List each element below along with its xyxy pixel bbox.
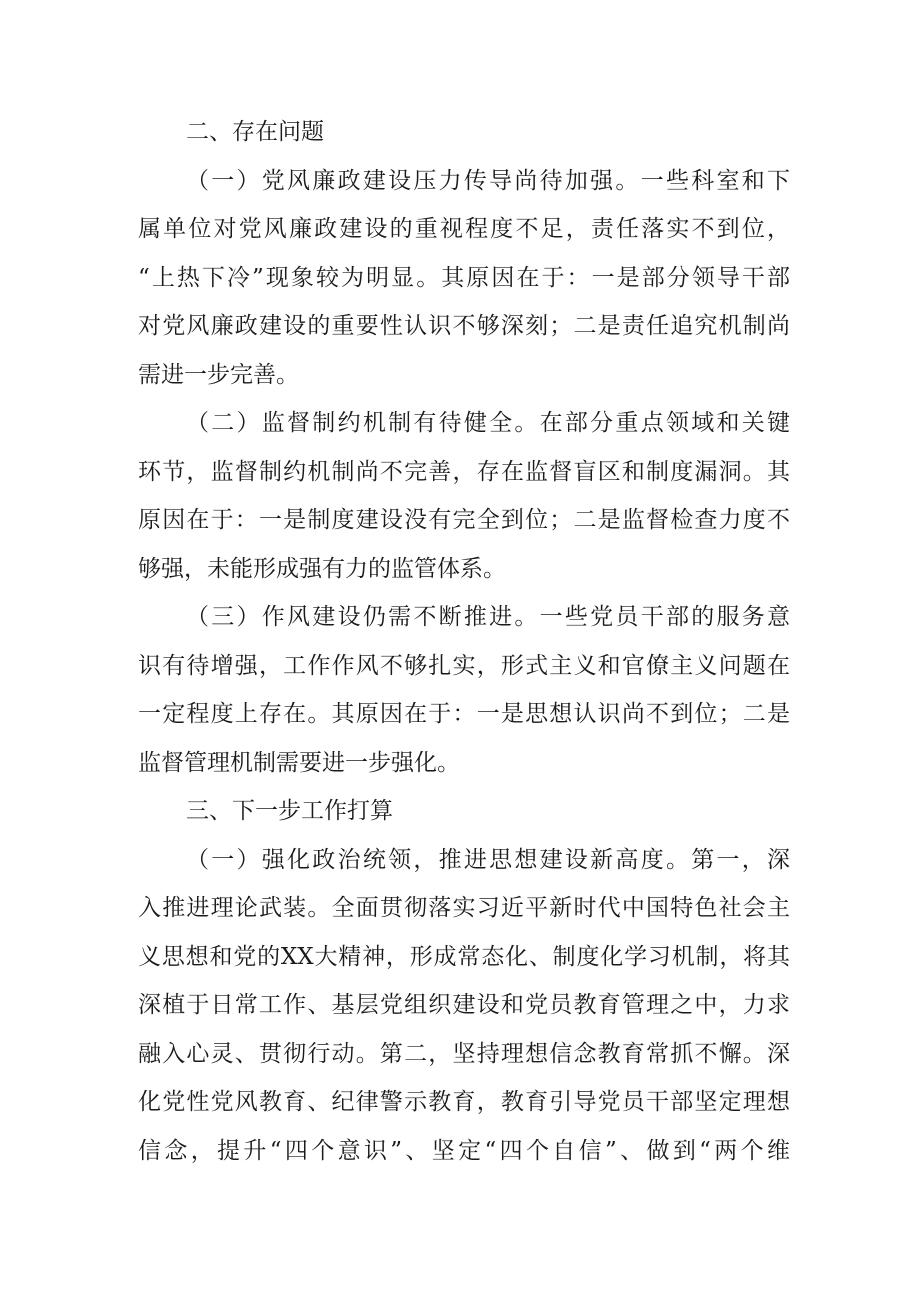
text-line: 融入心灵、贯彻行动。第二，坚持理想信念教育常抓不懈。深 — [138, 1040, 790, 1067]
text-line: 深植于日常工作、基层党组织建设和党员教育管理之中，力求 — [138, 992, 790, 1018]
text-line: 一定程度上存在。其原因在于：一是思想认识尚不到位；二是 — [138, 701, 790, 727]
text-line: 义思想和党的XX大精神，形成常态化、制度化学习机制，将其 — [138, 943, 790, 970]
text-line: 信念，提升“四个意识”、坚定“四个自信”、做到“两个维 — [138, 1137, 790, 1164]
text-line: （一）强化政治统领，推进思想建设新高度。第一，深 — [186, 846, 790, 873]
section-heading-next-steps: 三、下一步工作打算 — [186, 798, 393, 824]
text-line: 化党性党风教育、纪律警示教育，教育引导党员干部坚定理想 — [138, 1089, 790, 1115]
text-line: 入推进理论武装。全面贯彻落实习近平新时代中国特色社会主 — [138, 895, 790, 921]
text-line: 对党风廉政建设的重要性认识不够深刻；二是责任追究机制尚 — [138, 313, 790, 339]
text-line: （三）作风建设仍需不断推进。一些党员干部的服务意 — [186, 604, 790, 630]
text-line: 够强，未能形成强有力的监管体系。 — [138, 555, 506, 582]
text-line: 识有待增强，工作作风不够扎实，形式主义和官僚主义问题在 — [138, 652, 790, 679]
text-line: 监督管理机制需要进一步强化。 — [138, 749, 460, 776]
paragraph-problem-1 — [138, 157, 790, 400]
paragraph-problem-3 — [138, 593, 790, 787]
paragraph-plan-1 — [138, 836, 790, 1176]
section-heading-problems: 二、存在问题 — [186, 119, 324, 145]
text-line: 需进一步完善。 — [138, 361, 299, 388]
text-line: 原因在于：一是制度建设没有完全到位；二是监督检查力度不 — [138, 507, 790, 533]
paragraph-problem-2 — [138, 399, 790, 593]
text-line: （二）监督制约机制有待健全。在部分重点领域和关键 — [186, 410, 790, 436]
text-line: “上热下冷”现象较为明显。其原因在于：一是部分领导干部 — [138, 264, 790, 291]
text-line: 环节，监督制约机制尚不完善，存在监督盲区和制度漏洞。其 — [138, 458, 790, 485]
text-line: （一）党风廉政建设压力传导尚待加强。一些科室和下 — [186, 167, 790, 194]
text-line: 属单位对党风廉政建设的重视程度不足，责任落实不到位， — [138, 216, 790, 242]
